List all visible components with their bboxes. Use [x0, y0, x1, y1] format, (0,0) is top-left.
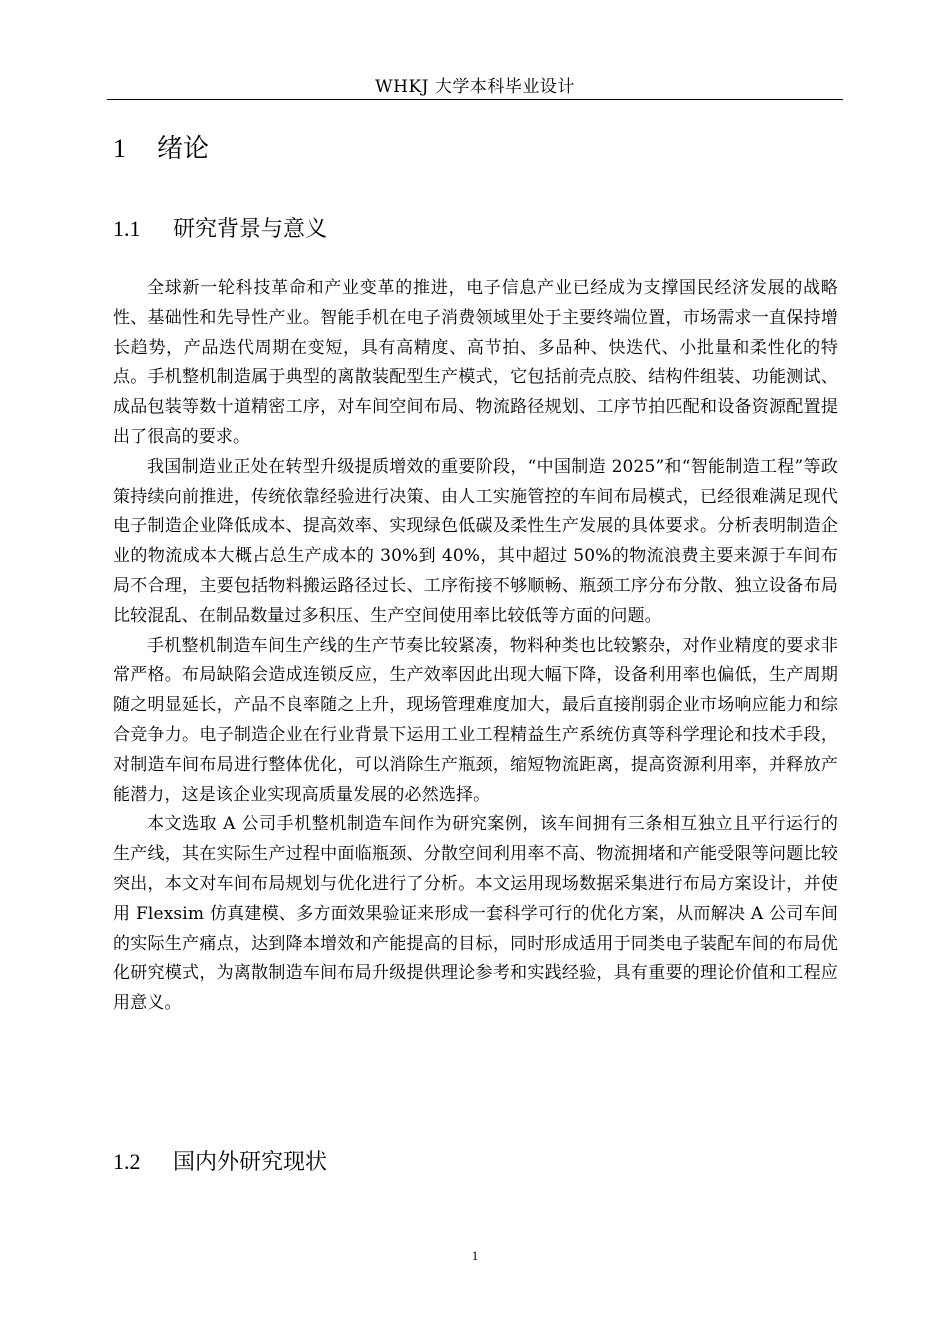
chapter-number: 1 — [113, 134, 126, 163]
section-heading-1-1 — [113, 213, 327, 246]
chapter-heading — [113, 131, 209, 167]
page-header — [107, 74, 843, 100]
section-title: 国内外研究现状 — [173, 1150, 328, 1175]
body-text — [113, 274, 838, 1019]
paragraph: 我国制造业正处在转型升级提质增效的重要阶段，“中国制造 2025”和“智能制造工程”等政策持续向前推进，传统依靠经验进行决策、由人工实施管控的车间布局模式，已经很难满足现代电子制造企业降低成本、提高效率、实现绿色低碳及柔性生产发展的具体要求。分析表明制造企业的物流成本大概占总生产成本的 30%到 40%，其中超过 50%的物流浪费主要来源于车间布局不合理，主要包括物料搬运路径过长、工序衔接不够顺畅、瓶颈工序分布分散、独立设备布局比较混乱、在制品数量过多积压、生产空间使用率比较低等方面的问题。 — [113, 456, 838, 626]
section-heading-1-2 — [113, 1146, 327, 1179]
page-number: 1 — [471, 1248, 479, 1263]
section-title: 研究背景与意义 — [173, 217, 328, 242]
chapter-title: 绪论 — [157, 134, 210, 164]
section-number: 1.1 — [113, 216, 141, 241]
header-divider — [107, 99, 843, 100]
header-title: WHKJ 大学本科毕业设计 — [375, 77, 575, 97]
section-number: 1.2 — [113, 1149, 141, 1174]
paragraph: 全球新一轮科技革命和产业变革的推进，电子信息产业已经成为支撑国民经济发展的战略性、基础性和先导性产业。智能手机在电子消费领域里处于主要终端位置，市场需求一直保持增长趋势，产品迭代周期在变短，具有高精度、高节拍、多品种、快迭代、小批量和柔性化的特点。手机整机制造属于典型的离散装配型生产模式，它包括前壳点胶、结构件组装、功能测试、成品包装等数十道精密工序，对车间空间布局、物流路径规划、工序节拍匹配和设备资源配置提出了很高的要求。 — [113, 278, 838, 447]
paragraph: 本文选取 A 公司手机整机制造车间作为研究案例，该车间拥有三条相互独立且平行运行的生产线，其在实际生产过程中面临瓶颈、分散空间利用率不高、物流拥堵和产能受限等问题比较突出，本文对车间布局规划与优化进行了分析。本文运用现场数据采集进行布局方案设计，并使用 Flexsim 仿真建模、多方面效果验证来形成一套科学可行的优化方案，从而解决 A 公司车间的实际生产痛点，达到降本增效和产能提高的目标，同时形成适用于同类电子装配车间的布局优化研究模式，为离散制造车间布局升级提供理论参考和实践经验，具有重要的理论价值和工程应用意义。 — [113, 814, 838, 1014]
paragraph: 手机整机制造车间生产线的生产节奏比较紧凑，物料种类也比较繁杂，对作业精度的要求非常严格。布局缺陷会造成连锁反应，生产效率因此出现大幅下降，设备利用率也偏低，生产周期随之明显延长，产品不良率随之上升，现场管理难度加大，最后直接削弱企业市场响应能力和综合竞争力。电子制造企业在行业背景下运用工业工程精益生产系统仿真等科学理论和技术手段，对制造车间布局进行整体优化，可以消除生产瓶颈，缩短物流距离，提高资源利用率，并释放产能潜力，这是该企业实现高质量发展的必然选择。 — [113, 635, 838, 805]
